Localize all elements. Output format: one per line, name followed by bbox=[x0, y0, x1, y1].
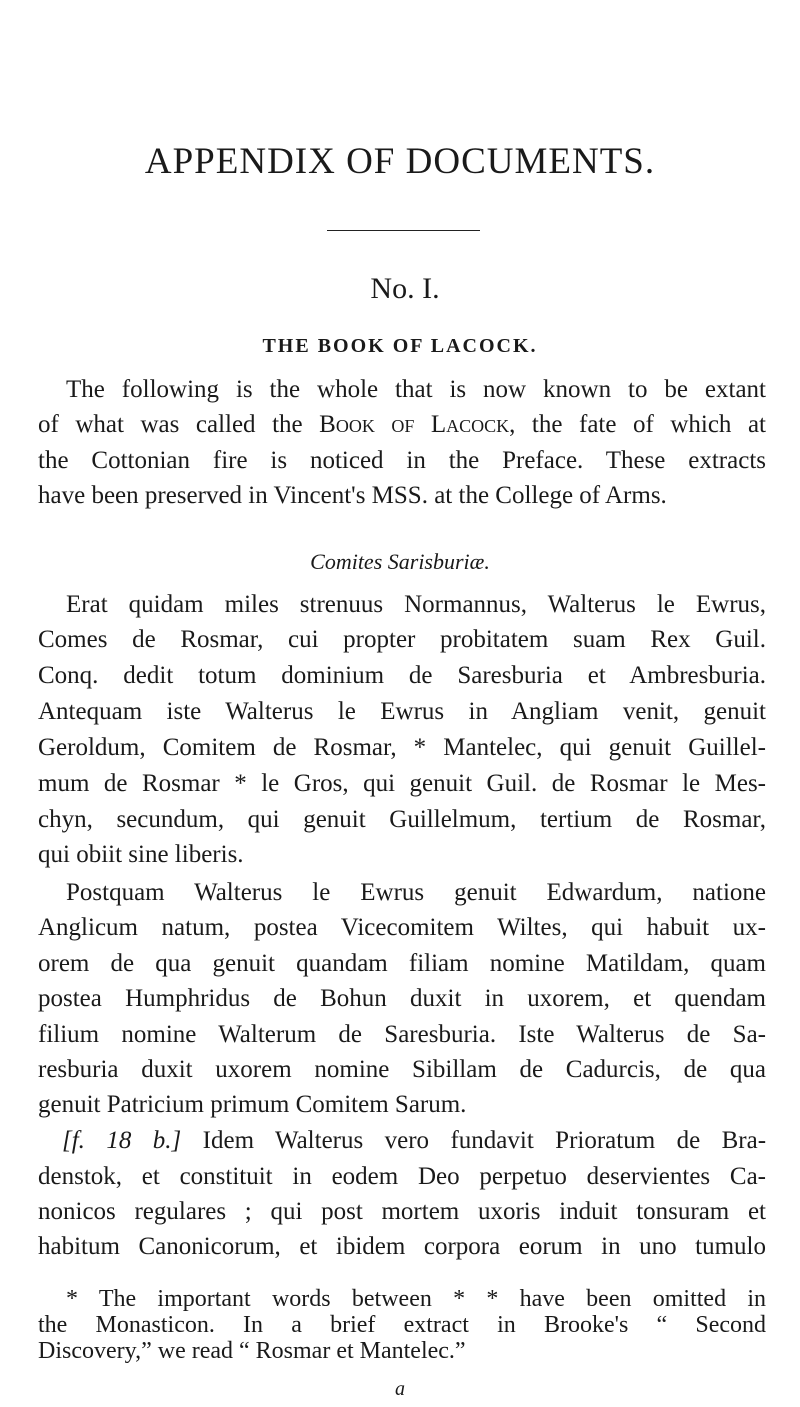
document-number: No. I. bbox=[370, 272, 440, 305]
text-line: Anglicum natum, postea Vicecomitem Wiltes, qui habuit ux- bbox=[38, 914, 766, 941]
title-rule bbox=[327, 230, 480, 231]
text-line: postea Humphridus de Bohun duxit in uxorem, et quendam bbox=[38, 985, 766, 1012]
text-line: Conq. dedit totum dominium de Saresburia et Ambresburia. bbox=[38, 662, 766, 689]
text-line: chyn, secundum, qui genuit Guillelmum, tertium de Rosmar, bbox=[38, 806, 766, 833]
text-line: orem de qua genuit quandam filiam nomine Matildam, quam bbox=[38, 950, 766, 977]
footnote-line: the Monasticon. In a brief extract in Brooke's “ Second bbox=[38, 1312, 766, 1338]
text-line: mum de Rosmar * le Gros, qui genuit Guil. de Rosmar le Mes- bbox=[38, 770, 766, 797]
text-line: genuit Patricium primum Comitem Sarum. bbox=[38, 1091, 467, 1118]
section-heading: Comites Sarisburiæ. bbox=[310, 549, 490, 574]
document-title: THE BOOK OF LACOCK. bbox=[262, 335, 538, 357]
text-line: nonicos regulares ; qui post mortem uxoris induit tonsuram et bbox=[38, 1198, 766, 1225]
signature-mark: a bbox=[395, 1378, 405, 1400]
text-line: qui obiit sine liberis. bbox=[38, 841, 244, 868]
intro-line: have been preserved in Vincent's MSS. at the College of Arms. bbox=[38, 482, 667, 509]
footnote-line: * The important words between * * have been omitted in bbox=[66, 1286, 766, 1312]
text-line: Erat quidam miles strenuus Normannus, Walterus le Ewrus, bbox=[66, 591, 766, 618]
book-of-lacock-name: Book of Lacock bbox=[319, 411, 510, 438]
text-line: resburia duxit uxorem nomine Sibillam de Cadurcis, de qua bbox=[38, 1056, 766, 1083]
text-line: denstok, et constituit in eodem Deo perpetuo deservientes Ca- bbox=[38, 1163, 766, 1190]
folio-reference: [f. 18 b.] bbox=[62, 1127, 182, 1154]
intro-line: The following is the whole that is now known to be extant bbox=[66, 376, 766, 403]
intro-line: of what was called the Book of Lacock, the fate of which at bbox=[38, 411, 766, 438]
text-line: Geroldum, Comitem de Rosmar, * Mantelec, qui genuit Guillel- bbox=[38, 734, 766, 761]
text-line: Antequam iste Walterus le Ewrus in Angliam venit, genuit bbox=[38, 698, 766, 725]
intro-line: the Cottonian fire is noticed in the Preface. These extracts bbox=[38, 447, 766, 474]
footnote-line: Discovery,” we read “ Rosmar et Mantelec.” bbox=[38, 1338, 466, 1364]
text-line: filium nomine Walterum de Saresburia. Iste Walterus de Sa- bbox=[38, 1021, 766, 1048]
text-line: Comes de Rosmar, cui propter probitatem suam Rex Guil. bbox=[38, 626, 766, 653]
text-line: Postquam Walterus le Ewrus genuit Edwardum, natione bbox=[66, 879, 766, 906]
text-line: [f. 18 b.] Idem Walterus vero fundavit Prioratum de Bra- bbox=[62, 1127, 767, 1154]
text-line: habitum Canonicorum, et ibidem corpora eorum in uno tumulo bbox=[38, 1233, 766, 1260]
page-title: APPENDIX OF DOCUMENTS. bbox=[144, 141, 656, 182]
